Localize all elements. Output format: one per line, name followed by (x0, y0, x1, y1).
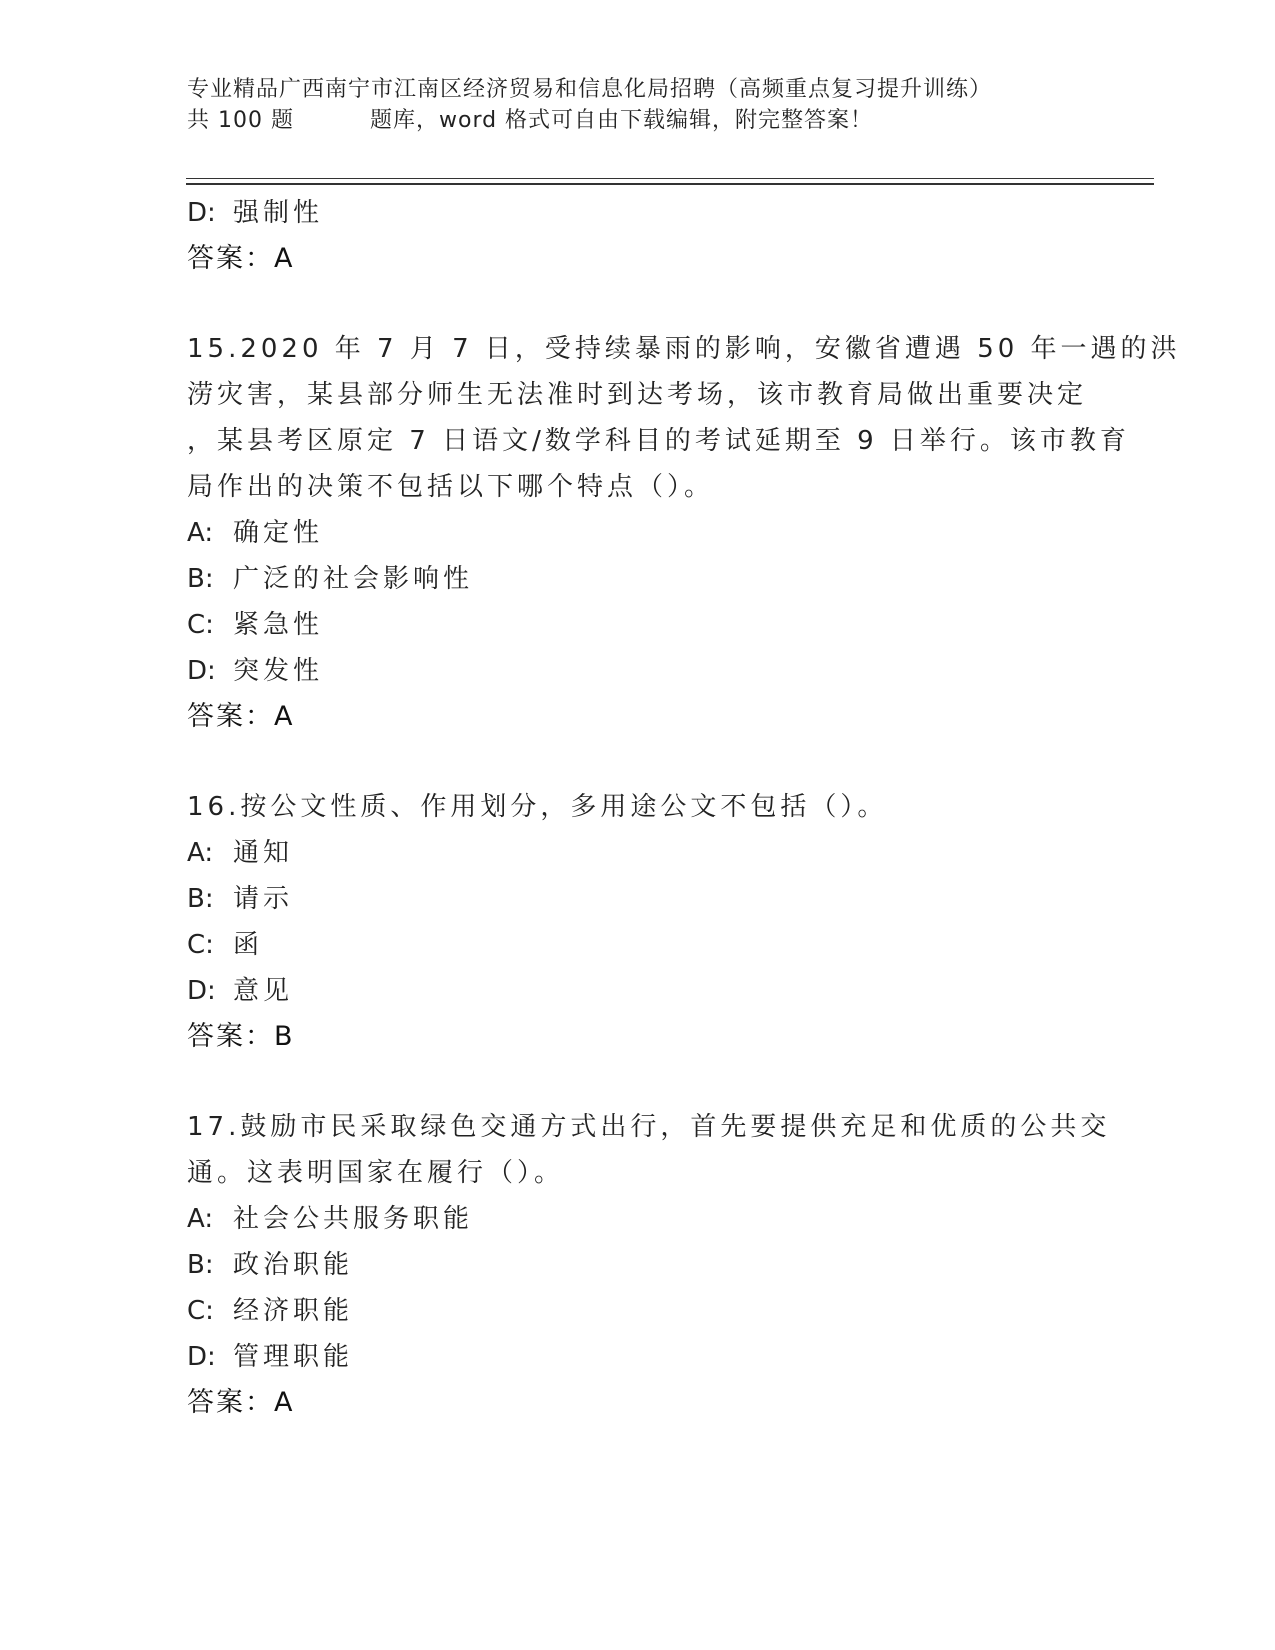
option-label: B: (187, 1250, 214, 1280)
option-text: 政治职能 (233, 1250, 354, 1280)
question-16 (187, 784, 1087, 1060)
option-label: B: (187, 884, 214, 914)
header-rule-thin (186, 178, 1154, 179)
option-label: C: (187, 930, 214, 960)
option-b (187, 876, 1087, 922)
option-label: C: (187, 610, 214, 640)
option-text: 函 (233, 930, 264, 960)
option-text: 紧急性 (233, 610, 324, 640)
header-description: 题库，word 格式可自由下载编辑，附完整答案！ (369, 108, 874, 133)
option-text: 请示 (233, 884, 294, 914)
option-text: 广泛的社会影响性 (233, 564, 474, 594)
option-label: A: (187, 1204, 214, 1234)
option-label: C: (187, 1296, 214, 1326)
option-d (187, 968, 1087, 1014)
option-b (187, 556, 1087, 602)
option-c (187, 922, 1087, 968)
option-d (187, 648, 1087, 694)
option-label: D: (187, 198, 216, 228)
option-c (187, 602, 1087, 648)
option-text: 强制性 (233, 198, 324, 228)
question-stem-line: ，某县考区原定 7 日语文/数学科目的考试延期至 9 日举行。该市教育 (187, 426, 1130, 456)
question-17 (187, 1104, 1111, 1426)
option-text: 社会公共服务职能 (233, 1204, 474, 1234)
header-rule-thick (186, 183, 1154, 185)
answer-line: 答案：B (187, 1021, 295, 1052)
header-question-count: 共 100 题 (187, 108, 294, 133)
option-label: D: (187, 656, 216, 686)
option-d (187, 1334, 1087, 1380)
answer-line: 答案：A (187, 701, 295, 732)
option-text: 确定性 (233, 518, 324, 548)
option-text: 通知 (233, 838, 294, 868)
header-subtitle (187, 105, 1087, 136)
question-stem-line: 17.鼓励市民采取绿色交通方式出行，首先要提供充足和优质的公共交 (187, 1112, 1111, 1142)
question-stem-line: 15.2020 年 7 月 7 日，受持续暴雨的影响，安徽省遭遇 50 年一遇的洪 (187, 334, 1181, 364)
question-stem-line: 通。这表明国家在履行（）。 (187, 1158, 565, 1188)
option-label: B: (187, 564, 214, 594)
option-label: A: (187, 838, 214, 868)
header-title: 专业精品广西南宁市江南区经济贸易和信息化局招聘（高频重点复习提升训练） (187, 77, 993, 102)
option-text: 管理职能 (233, 1342, 354, 1372)
question-stem-line: 涝灾害，某县部分师生无法准时到达考场，该市教育局做出重要决定 (187, 380, 1088, 410)
option-text: 经济职能 (233, 1296, 354, 1326)
option-a (187, 830, 1087, 876)
question-content (187, 190, 1181, 1426)
option-text: 意见 (233, 976, 294, 1006)
option-a (187, 510, 1087, 556)
page-header (187, 74, 1087, 136)
question-15 (187, 326, 1181, 740)
question-stem-line: 16.按公文性质、作用划分，多用途公文不包括（）。 (187, 792, 888, 822)
option-label: D: (187, 976, 216, 1006)
answer-line: 答案：A (187, 1387, 295, 1418)
option-label: D: (187, 1342, 216, 1372)
question-stem-line: 局作出的决策不包括以下哪个特点（）。 (187, 472, 715, 502)
option-d (187, 190, 1087, 236)
answer-line: 答案：A (187, 243, 295, 274)
option-text: 突发性 (233, 656, 324, 686)
option-label: A: (187, 518, 214, 548)
option-b (187, 1242, 1087, 1288)
option-a (187, 1196, 1087, 1242)
option-c (187, 1288, 1087, 1334)
